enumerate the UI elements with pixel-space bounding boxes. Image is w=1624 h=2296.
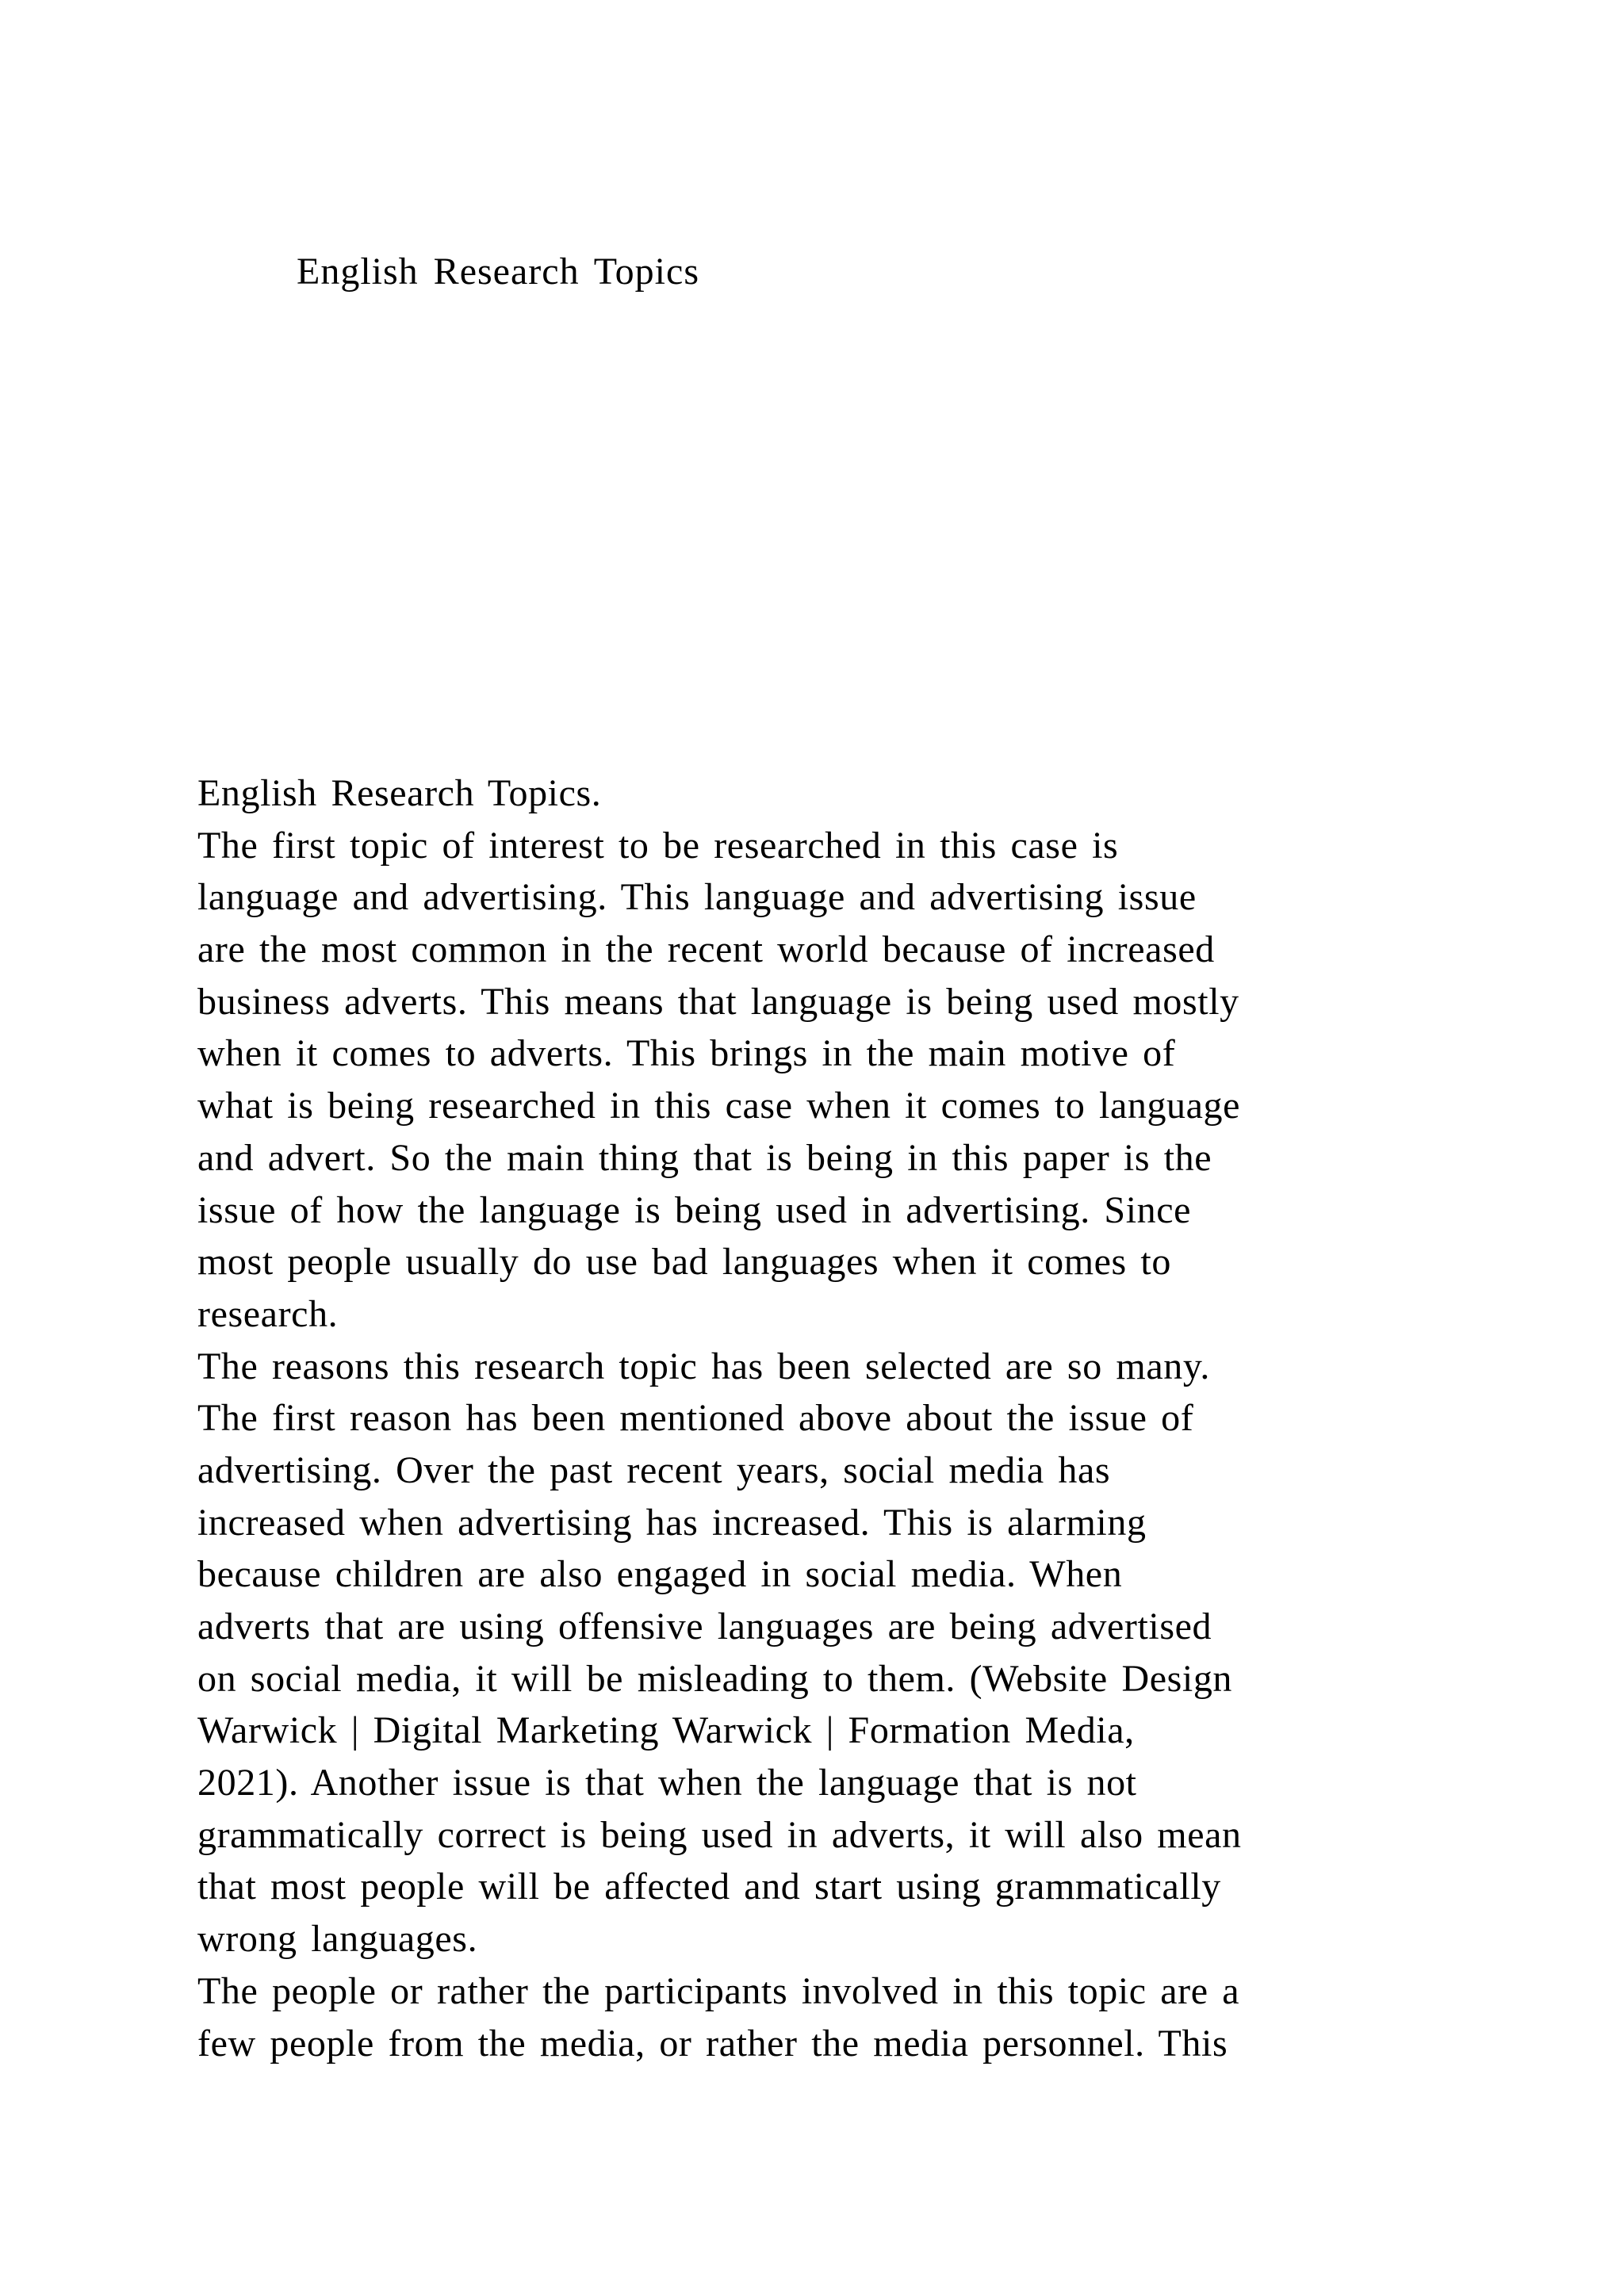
- text-line: 2021). Another issue is that when the language that is not: [197, 1762, 1137, 1804]
- text-line: The first topic of interest to be researched in this case is: [197, 824, 1119, 867]
- text-line: business adverts. This means that language is being used mostly: [197, 980, 1239, 1023]
- text-line: English Research Topics.: [197, 772, 602, 814]
- text-line: The people or rather the participants involved in this topic are a: [197, 1969, 1240, 2012]
- text-line: advertising. Over the past recent years, social media has: [197, 1448, 1111, 1491]
- text-line: Warwick | Digital Marketing Warwick | Formation Media,: [197, 1709, 1135, 1752]
- text-line: when it comes to adverts. This brings in the main motive of: [197, 1032, 1176, 1075]
- text-line: are the most common in the recent world because of increased: [197, 928, 1215, 971]
- text-line: The reasons this research topic has been selected are so many.: [197, 1345, 1210, 1387]
- text-line: increased when advertising has increased. This is alarming: [197, 1501, 1147, 1544]
- document-title: English Research Topics: [297, 251, 699, 293]
- text-line: wrong languages.: [197, 1918, 478, 1961]
- body-text: [197, 767, 1498, 2069]
- text-line: adverts that are using offensive languages are being advertised: [197, 1605, 1212, 1647]
- text-line: research.: [197, 1292, 339, 1335]
- text-line: most people usually do use bad languages when it comes to: [197, 1241, 1171, 1284]
- text-line: issue of how the language is being used in advertising. Since: [197, 1188, 1192, 1231]
- text-line: few people from the media, or rather the media personnel. This: [197, 2022, 1228, 2064]
- text-line: grammatically correct is being used in adverts, it will also mean: [197, 1813, 1242, 1856]
- text-line: that most people will be affected and start using grammatically: [197, 1866, 1221, 1908]
- text-line: what is being researched in this case when it comes to language: [197, 1085, 1241, 1127]
- text-line: because children are also engaged in social media. When: [197, 1553, 1123, 1596]
- text-line: on social media, it will be misleading to them. (Website Design: [197, 1657, 1233, 1700]
- text-line: and advert. So the main thing that is being in this paper is the: [197, 1136, 1212, 1179]
- text-line: The first reason has been mentioned above about the issue of: [197, 1397, 1194, 1440]
- text-line: language and advertising. This language and advertising issue: [197, 876, 1197, 919]
